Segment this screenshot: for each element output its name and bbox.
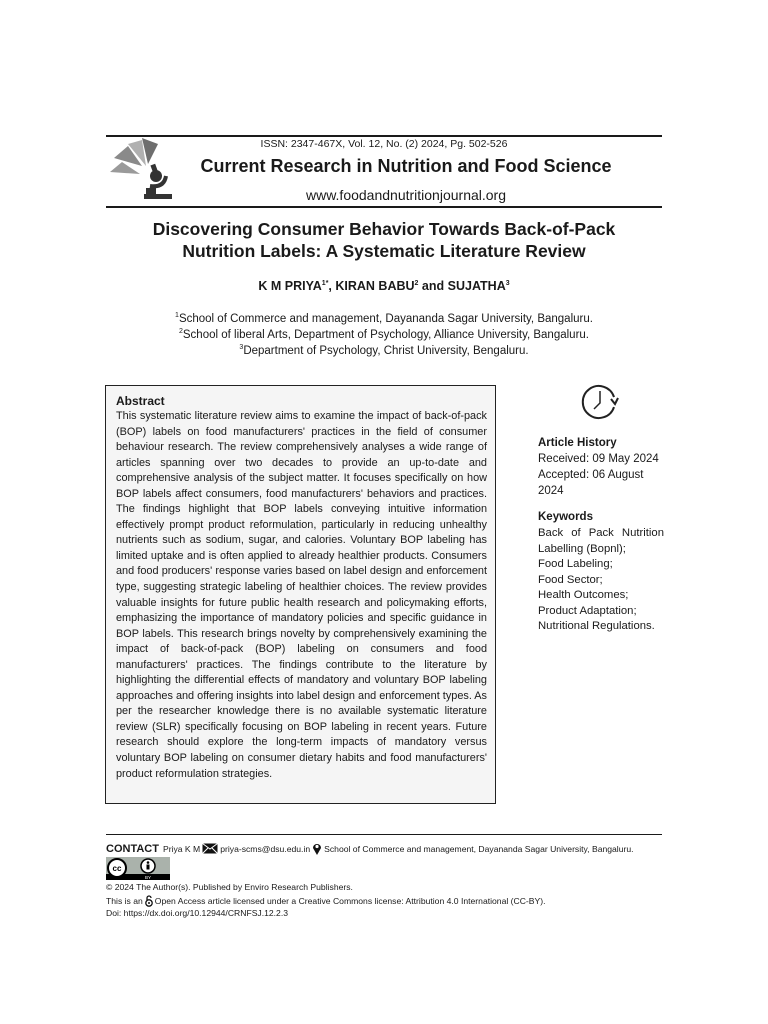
keywords-list [538, 526, 664, 635]
author-affil-mark: 1* [321, 279, 329, 287]
author-affil-mark: 3 [505, 279, 510, 287]
map-pin-icon [312, 842, 322, 855]
open-access-icon [145, 895, 153, 907]
abstract-text: This systematic literature review aims to examine the impact of back-of-pack (BOP) labels on food manufacturers' practices in the field of consumer behaviour research. The review comprehensively analyses a wide range of articles spanning over two decades to provide an up-to-date and comprehensive analysis of the subject matter. It focuses specifically on how BOP labels affect consumers, food manufacturers' behaviors and practices. The findings highlight that BOP labels conveying intuitive information effectively prompt product reformulation, particularly in reducing unhealthy nutrients such as sodium, sugar, and calories. Voluntary BOP labeling has limited uptake and is often applied to already healthier products. Consumers and food producers' response varies based on label design and enforcement type, suggesting strategic labeling of healthier choices. The review provides valuable insights for future public health research and policymaking efforts, emphasizing the importance of mandatory policies and specific guidance in BOP labels. This research brings novelty by comprehensively examining the impact of back-of-pack (BOP) labeling on consumers and food manufacturers' practices. The findings contribute to the literature by highlighting the differential effects of mandatory and voluntary BOP labeling approaches and offering insights into label design and enforcement types. As per the researcher knowledge there is no available systematic literature review (SLR) specifically focusing on BOP labeling in recent years. Future research should explore the long-term impacts of mandatory versus voluntary BOP labeling on consumer dietary habits and food manufacturers' product reformulation strategies. [116, 410, 487, 780]
author-separator: and [418, 279, 448, 293]
header-bottom-rule [106, 206, 662, 208]
paper-title [106, 218, 662, 262]
envelope-icon [202, 843, 218, 854]
abstract-box [105, 385, 496, 804]
issn-line: ISSN: 2347-467X, Vol. 12, No. (2) 2024, Pg. 502-526 [260, 138, 508, 150]
affiliation-text: School of Commerce and management, Dayananda Sagar University, Bangaluru. [178, 312, 593, 325]
cc-by-license-icon[interactable] [106, 857, 170, 880]
paper-title-line-1: Discovering Consumer Behavior Towards Back-of-Pack [152, 219, 616, 239]
author-name: K M PRIYA [258, 279, 322, 293]
contact-name: Priya K M [162, 843, 201, 854]
affiliation-mark: 1 [175, 312, 179, 319]
keyword-item: Back of Pack Nutrition Labelling (Bopnl); [538, 527, 664, 555]
keyword-item: Product Adaptation; [538, 604, 637, 617]
article-history-heading: Article History [538, 437, 617, 449]
journal-title: Current Research in Nutrition and Food Science [200, 156, 612, 176]
license-prefix: This is an [106, 896, 143, 906]
cc-badge-text: BY [144, 875, 152, 880]
contact-email[interactable]: priya-scms@dsu.edu.in [220, 843, 311, 854]
keywords-heading: Keywords [538, 511, 593, 523]
keyword-item: Nutritional Regulations. [538, 620, 655, 632]
license-text: Open Access article licensed under a Creative Commons license: Attribution 4.0 International (CC-BY). [154, 896, 546, 906]
svg-text:cc: cc [112, 864, 122, 873]
affiliation [106, 344, 662, 357]
received-date: Received: 09 May 2024 [538, 453, 659, 465]
author-affil-mark: 2 [414, 279, 419, 287]
license-line [106, 895, 546, 907]
contact-label: CONTACT [106, 842, 159, 855]
affiliation [106, 328, 662, 341]
header-top-rule [106, 135, 662, 137]
journal-url[interactable]: www.foodandnutritionjournal.org [305, 187, 506, 203]
keyword-item: Food Sector; [538, 573, 603, 586]
affiliation-text: Department of Psychology, Christ University, Bengaluru. [243, 344, 529, 357]
doi-link[interactable]: Doi: https://dx.doi.org/10.12944/CRNFSJ.12.2.3 [106, 908, 289, 918]
paper-title-line-2: Nutrition Labels: A Systematic Literature Review [182, 241, 586, 261]
clock-history-icon [581, 383, 619, 421]
affiliation [106, 312, 662, 325]
affiliation-mark: 3 [239, 344, 244, 351]
author-name: KIRAN BABU [335, 279, 415, 293]
author-separator: , [328, 279, 336, 293]
author-name: SUJATHA [447, 279, 506, 293]
copyright-line: © 2024 The Author(s). Published by Enviro Research Publishers. [106, 882, 353, 892]
keyword-item: Food Labeling; [538, 558, 613, 570]
author-list [106, 279, 662, 293]
contact-address: School of Commerce and management, Dayananda Sagar University, Bangaluru. [324, 843, 634, 854]
affiliation-mark: 2 [178, 328, 183, 335]
footer-rule [106, 834, 662, 835]
abstract-heading: Abstract [116, 394, 165, 408]
affiliation-text: School of liberal Arts, Department of Psychology, Alliance University, Bangaluru. [182, 328, 589, 341]
contact-line [106, 842, 634, 855]
keyword-item: Health Outcomes; [538, 589, 629, 601]
accepted-date: Accepted: 06 August 2024 [538, 469, 644, 497]
